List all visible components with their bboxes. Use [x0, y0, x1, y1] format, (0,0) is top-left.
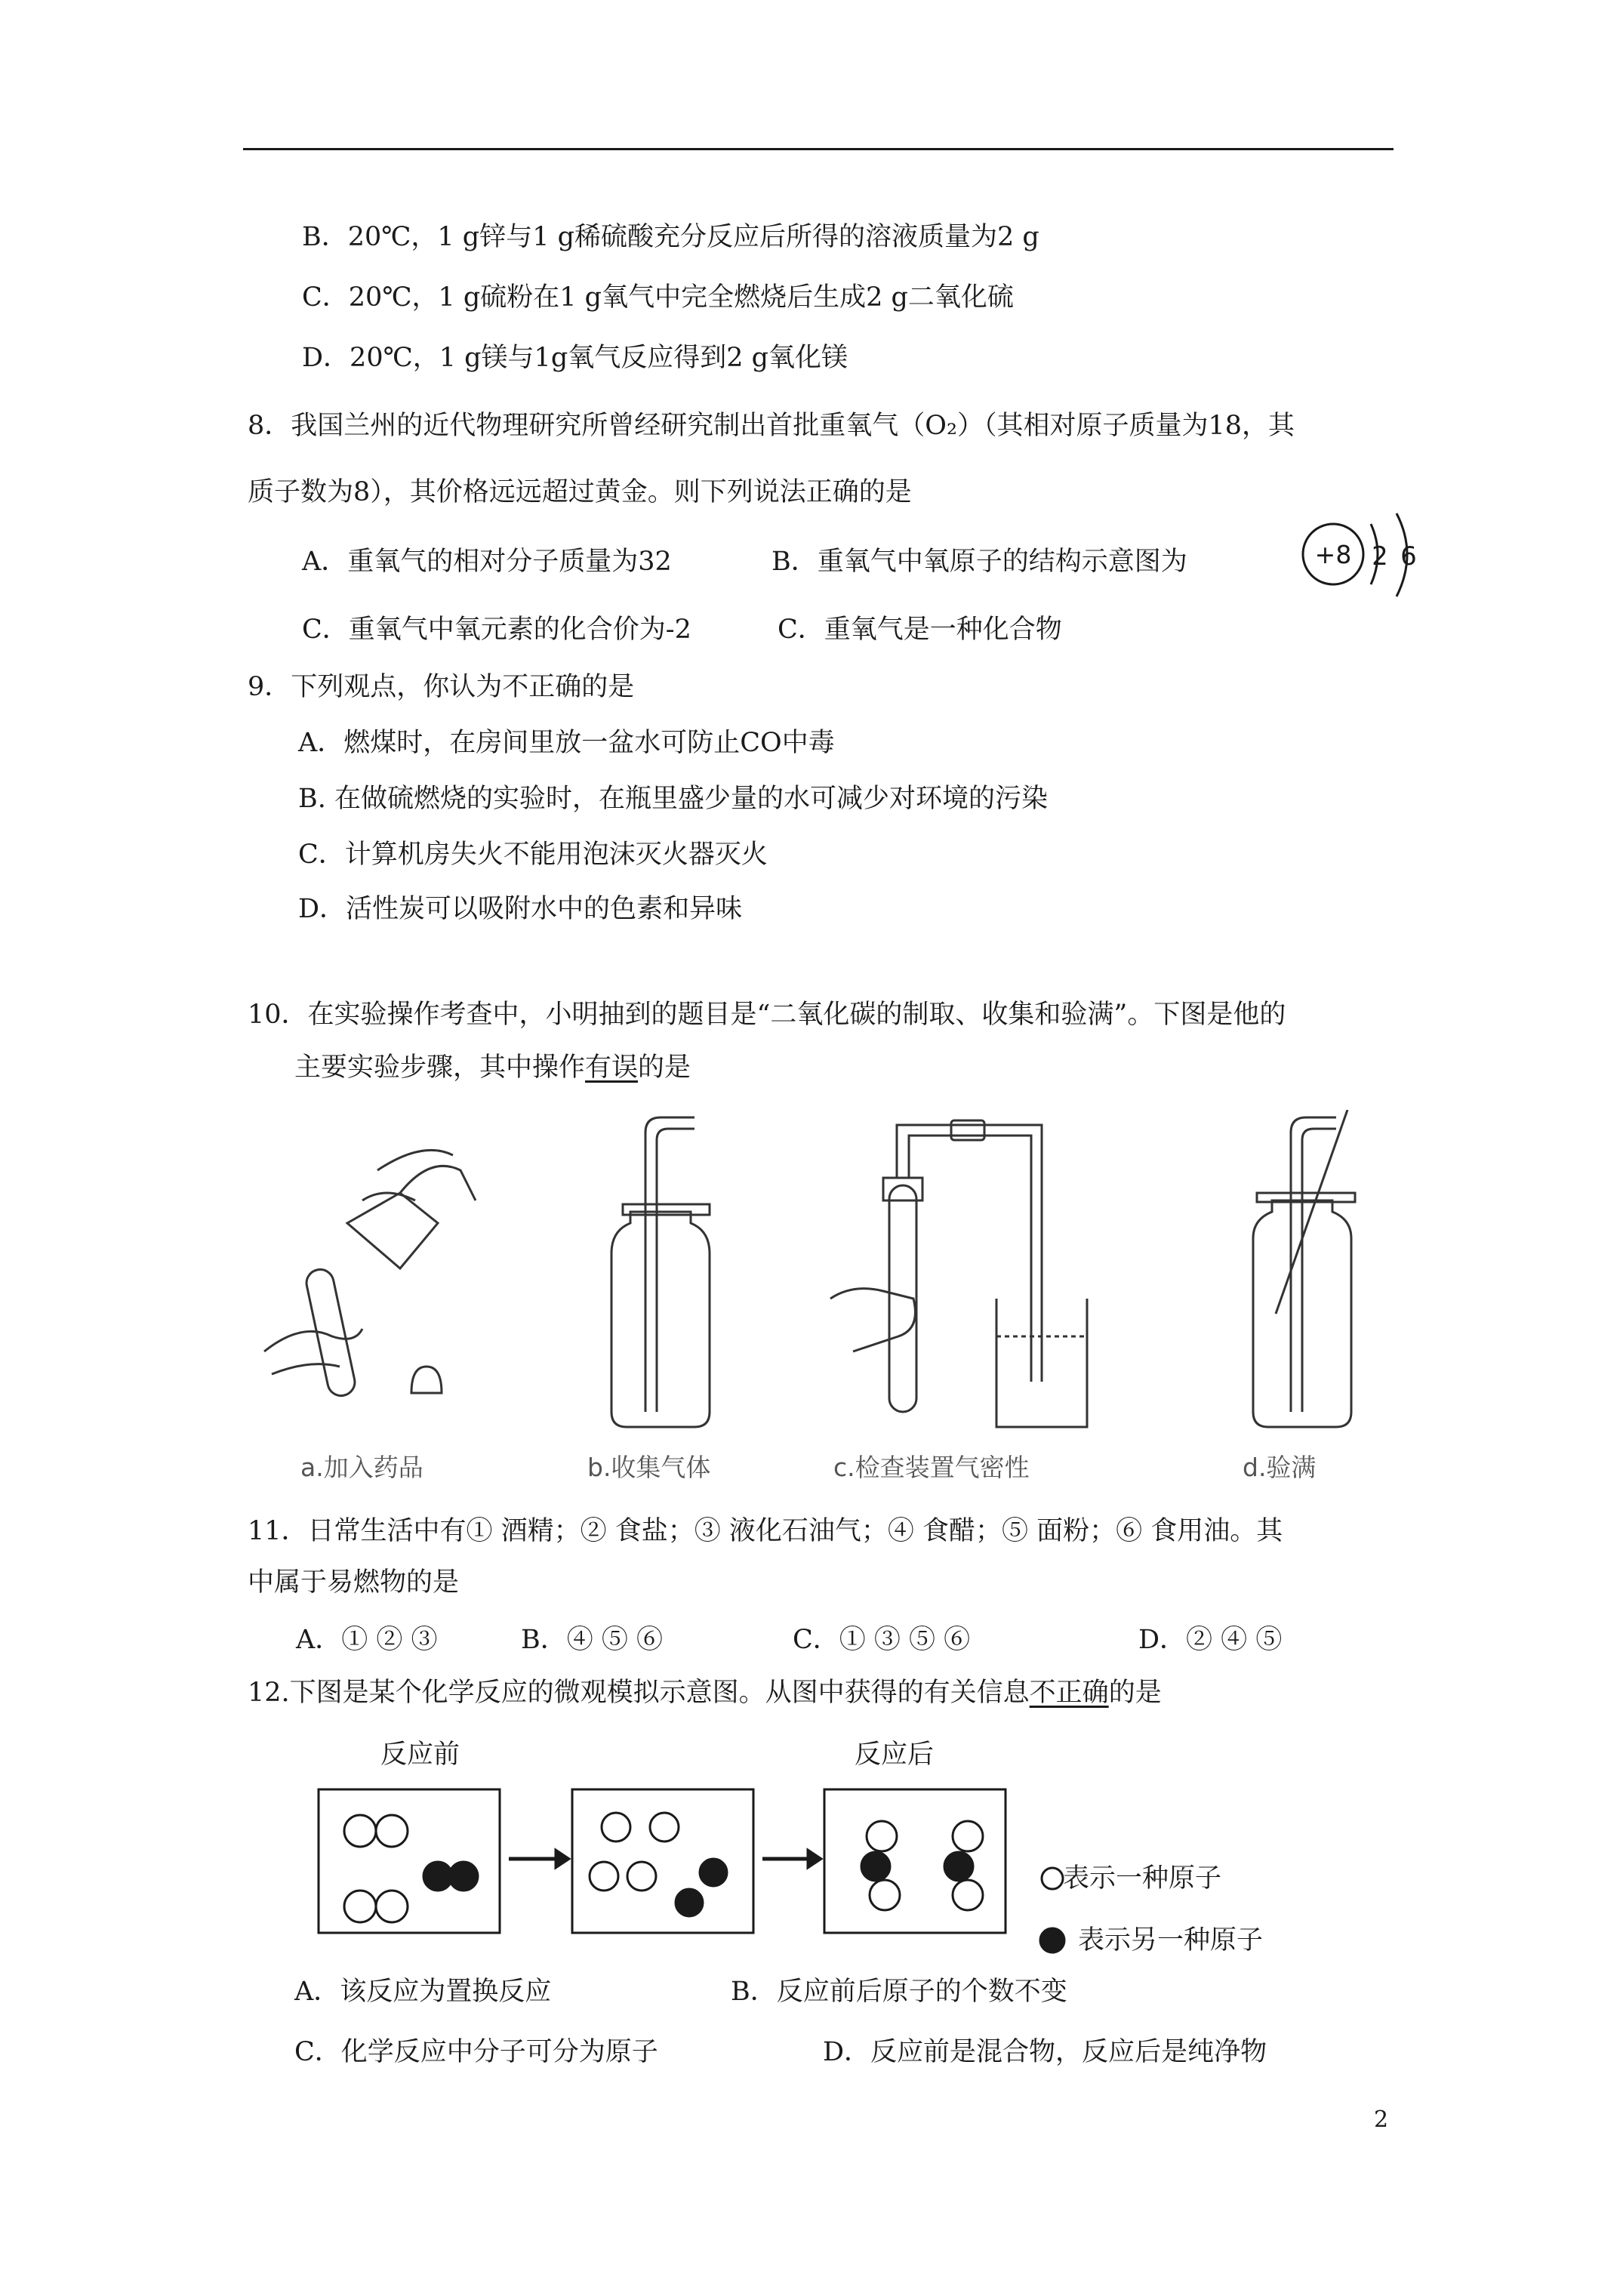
oxygen-atom-structure-diagram: [1298, 507, 1434, 613]
q11-option-b: B．④ ⑤ ⑥: [521, 1625, 663, 1655]
q9-stem: 9．下列观点，你认为不正确的是: [248, 672, 635, 702]
label-after-reaction: 反应后: [855, 1740, 935, 1770]
q10-stem-line1: 10．在实验操作考查中，小明抽到的题目是“二氧化碳的制取、收集和验满”。下图是他的: [248, 1000, 1286, 1030]
label-before-reaction: 反应前: [380, 1740, 460, 1770]
q11-option-c: C．① ③ ⑤ ⑥: [793, 1625, 971, 1655]
q12-stem: 12.下图是某个化学反应的微观模拟示意图。从图中获得的有关信息不正确的是: [248, 1678, 1162, 1708]
q8-option-c: C．重氧气中氧元素的化合价为-2: [302, 615, 691, 645]
q7-option-b: B．20℃，1 g锌与1 g稀硫酸充分反应后所得的溶液质量为2 g: [302, 222, 1039, 252]
step-a-illustration: [264, 1150, 476, 1398]
caption-b: b.收集气体: [587, 1453, 711, 1482]
q9-option-a: A．燃煤时，在房间里放一盆水可防止CO中毒: [298, 728, 835, 758]
q11-stem-line1: 11．日常生活中有① 酒精；② 食盐；③ 液化石油气；④ 食醋；⑤ 面粉；⑥ 食用油。其: [248, 1516, 1283, 1546]
q10-stem-line2: 主要实验步骤，其中操作有误的是: [294, 1052, 691, 1083]
q11-option-d: D．② ④ ⑤: [1138, 1625, 1283, 1655]
q11-stem-line2: 中属于易燃物的是: [248, 1567, 460, 1598]
q8-option-b: B．重氧气中氧原子的结构示意图为: [771, 547, 1187, 577]
step-d-illustration: [1253, 1110, 1355, 1427]
caption-c: c.检查装置气密性: [833, 1453, 1030, 1482]
atom-nucleus-label: +8: [1314, 540, 1352, 569]
page-number: 2: [1374, 2106, 1389, 2133]
q7-option-c: C．20℃，1 g硫粉在1 g氧气中完全燃烧后生成2 g二氧化硫: [302, 282, 1014, 313]
q12-option-d: D．反应前是混合物，反应后是纯净物: [823, 2037, 1267, 2067]
atom-shell2-label: 6: [1400, 541, 1417, 572]
box-after: [824, 1789, 1006, 1933]
q11-option-a: A．① ② ③: [296, 1625, 438, 1655]
q12-option-b: B．反应前后原子的个数不变: [731, 1977, 1067, 2007]
q12-option-a: A．该反应为置换反应: [294, 1977, 552, 2007]
q9-option-d: D．活性炭可以吸附水中的色素和异味: [298, 894, 743, 924]
q10-underline-word: 有误: [585, 1052, 639, 1083]
q8-option-a: A．重氧气的相对分子质量为32: [302, 547, 672, 577]
box-intermediate: [572, 1789, 753, 1933]
q9-option-c: C．计算机房失火不能用泡沫灭火器灭火: [298, 840, 768, 870]
step-b-illustration: [611, 1117, 710, 1427]
q8-stem-line2: 质子数为8），其价格远远超过黄金。则下列说法正确的是: [248, 477, 912, 507]
caption-a: a.加入药品: [300, 1453, 423, 1482]
q7-option-d: D．20℃，1 g镁与1g氧气反应得到2 g氧化镁: [302, 343, 848, 373]
header-rule: [243, 148, 1394, 150]
step-c-illustration: [830, 1120, 1087, 1427]
legend-black-atom: 表示另一种原子: [1078, 1925, 1264, 1955]
caption-d: d.验满: [1243, 1453, 1317, 1482]
legend-white-atom: 表示一种原子: [1063, 1863, 1222, 1894]
q12-option-c: C．化学反应中分子可分为原子: [294, 2037, 658, 2067]
q9-option-b: B. 在做硫燃烧的实验时，在瓶里盛少量的水可减少对环境的污染: [298, 784, 1048, 814]
lab-steps-illustration: [249, 1110, 1397, 1435]
q12-underline-word: 不正确: [1029, 1678, 1109, 1708]
atom-shell1-label: 2: [1372, 541, 1388, 572]
q8-stem-line1: 8．我国兰州的近代物理研究所曾经研究制出首批重氧气（O₂）（其相对原子质量为18，其: [248, 411, 1295, 441]
q8-option-d: C．重氧气是一种化合物: [778, 615, 1062, 645]
